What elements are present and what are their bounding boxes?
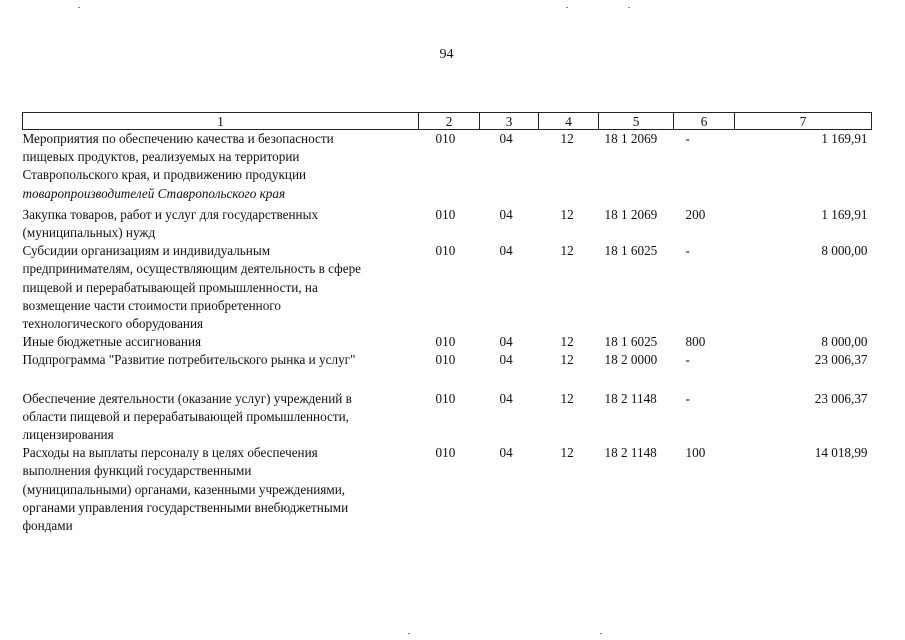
cell-vr: - (685, 390, 690, 406)
cell-sum: 8 000,00 (821, 334, 868, 350)
cell-csr: 18 2 1148 (604, 390, 657, 406)
row-name-line: органами управления государственными внебюджетными (22, 499, 349, 515)
cell-vr: 200 (685, 206, 706, 222)
column-header: 3 (480, 113, 539, 130)
table-row (23, 206, 872, 242)
column-header: 7 (735, 113, 872, 130)
row-name (23, 333, 419, 351)
cell-ved: 010 (435, 445, 456, 461)
table-header-row (23, 113, 872, 130)
cell-csr: 18 2 1148 (604, 445, 657, 461)
column-header: 2 (419, 113, 480, 130)
column-header: 6 (674, 113, 735, 130)
cell-sum: 1 169,91 (821, 206, 868, 222)
row-name (23, 444, 419, 535)
cell-csr: 18 1 6025 (604, 243, 658, 259)
cell-rz: 04 (499, 243, 513, 259)
cell-sum: 14 018,99 (814, 445, 868, 461)
page-number: 94 (439, 47, 454, 62)
cell-rz: 04 (499, 390, 513, 406)
row-name (23, 351, 419, 389)
cell-sum: 23 006,37 (814, 352, 868, 368)
cell-ved: 010 (435, 352, 456, 368)
row-name-line: области пищевой и перерабатывающей промышленности, (22, 408, 350, 424)
cell-ved: 010 (435, 334, 456, 350)
row-name-line: Субсидии организациям и индивидуальным (22, 243, 271, 259)
row-name-line: Закупка товаров, работ и услуг для государственных (22, 206, 319, 222)
column-header: 5 (599, 113, 674, 130)
scan-speck (78, 7, 80, 8)
scan-speck (628, 7, 630, 8)
cell-ved: 010 (435, 390, 456, 406)
cell-vr: - (685, 352, 690, 368)
row-name-line: выполнения функций государственными (22, 463, 252, 479)
column-header: 1 (23, 113, 419, 130)
table-row (23, 242, 872, 333)
table-row (23, 333, 872, 351)
cell-vr: 800 (685, 334, 706, 350)
row-name-line: предпринимателям, осуществляющим деятельность в сфере (22, 261, 362, 277)
cell-rz: 04 (499, 131, 513, 146)
row-name-line: Обеспечение деятельности (оказание услуг) учреждений в (22, 390, 352, 406)
cell-csr: 18 2 0000 (604, 352, 658, 368)
cell-rz: 04 (499, 206, 513, 222)
cell-ved: 010 (435, 206, 456, 222)
cell-rz: 04 (499, 334, 513, 350)
row-name (23, 206, 419, 242)
row-name-line: Иные бюджетные ассигнования (22, 334, 202, 350)
cell-rz: 04 (499, 445, 513, 461)
cell-sum: 23 006,37 (814, 390, 868, 406)
row-name-line: Мероприятия по обеспечению качества и безопасности (22, 131, 334, 146)
row-name (23, 390, 419, 445)
row-name (23, 242, 419, 333)
cell-csr: 18 1 2069 (604, 131, 658, 146)
table-row (23, 130, 872, 206)
row-name-line: товаропроизводителей Ставропольского края (22, 185, 286, 201)
row-name-line: лицензирования (22, 427, 114, 443)
cell-pr: 12 (560, 206, 574, 222)
row-name-line: Подпрограмма "Развитие потребительского рынка и услуг" (22, 352, 356, 368)
scan-speck (566, 7, 568, 8)
column-header: 4 (539, 113, 599, 130)
cell-pr: 12 (560, 131, 574, 146)
cell-sum: 8 000,00 (821, 243, 868, 259)
cell-csr: 18 1 6025 (604, 334, 658, 350)
table-row (23, 444, 872, 535)
cell-sum: 1 169,91 (821, 131, 868, 146)
row-name-line: технологического оборудования (22, 316, 204, 332)
row-name-line: возмещение части стоимости приобретенного (22, 297, 281, 313)
cell-pr: 12 (560, 334, 574, 350)
row-name-line: Ставропольского края, и продвижению продукции (22, 167, 307, 183)
cell-ved: 010 (435, 131, 456, 146)
row-name-line: пищевых продуктов, реализуемых на территории (22, 149, 300, 165)
row-name-line: пищевой и перерабатывающей промышленности, на (22, 279, 318, 295)
row-name-line: (муниципальных) нужд (22, 225, 156, 241)
cell-pr: 12 (560, 243, 574, 259)
cell-pr: 12 (560, 390, 574, 406)
row-name-line: Расходы на выплаты персоналу в целях обеспечения (22, 445, 318, 461)
budget-table (22, 112, 872, 535)
cell-rz: 04 (499, 352, 513, 368)
scan-speck (408, 633, 410, 634)
cell-csr: 18 1 2069 (604, 206, 658, 222)
cell-ved: 010 (435, 243, 456, 259)
table-row (23, 351, 872, 389)
cell-vr: - (685, 131, 690, 146)
cell-vr: - (685, 243, 690, 259)
row-name-line: фондами (22, 518, 73, 534)
cell-vr: 100 (685, 445, 706, 461)
cell-pr: 12 (560, 445, 574, 461)
row-name-line: (муниципальными) органами, казенными учреждениями, (22, 481, 346, 497)
scan-speck (600, 633, 602, 634)
row-name (23, 130, 419, 206)
cell-pr: 12 (560, 352, 574, 368)
table-row (23, 390, 872, 445)
